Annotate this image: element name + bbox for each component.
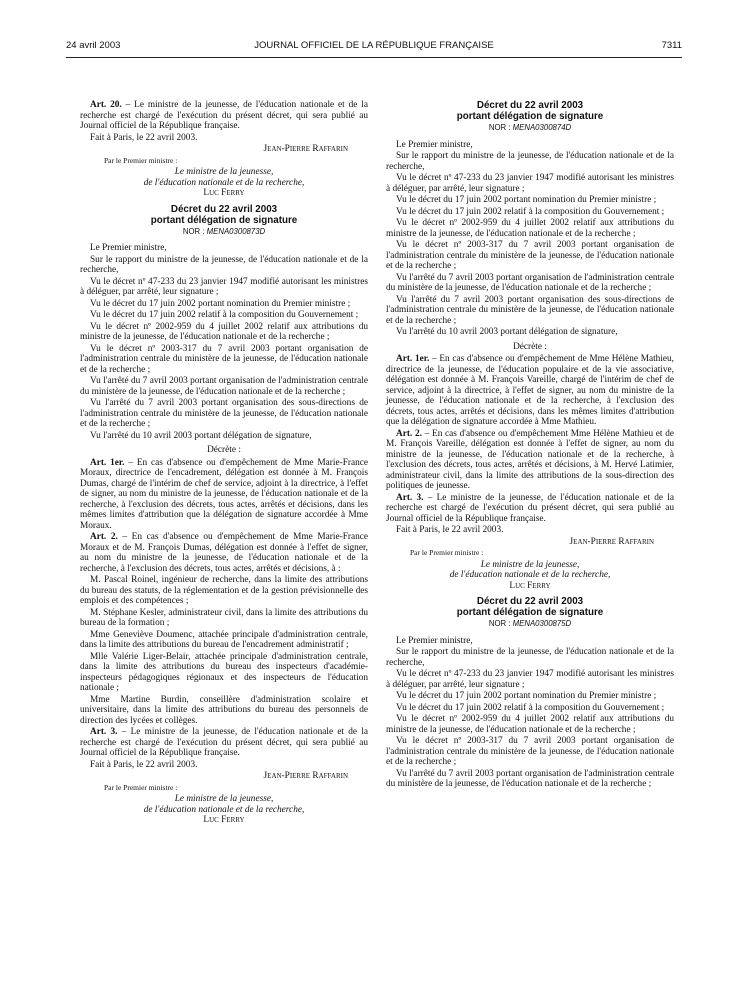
intro-paragraph: Vu le décret nº 2003-317 du 7 avril 2003 portant organisation de l'administration centrale du ministère de la jeunesse, de l'éducation nationale et de la recherche ; — [386, 240, 674, 271]
done-at: Fait à Paris, le 22 avril 2003. — [90, 759, 198, 770]
decree-title: Décret du 22 avril 2003 — [170, 203, 278, 215]
by-pm-label: Par le Premier ministre : — [104, 782, 178, 792]
minister-name: Luc Ferry — [203, 815, 245, 825]
done-at: Fait à Paris, le 22 avril 2003. — [90, 132, 198, 143]
pm-signature: Jean-Pierre Raffarin — [569, 536, 654, 547]
delegate-item: M. Pascal Roinel, ingénieur de recherche, dans la limite des attributions du bureau des statuts, de la réglementation et de la gestion prévisionnelle des emplois et des compétences ; — [80, 575, 368, 606]
article-label: Art. 2. — [396, 428, 422, 439]
intro-paragraph: Vu l'arrêté du 10 avril 2003 portant délégation de signature, — [396, 327, 618, 337]
nor-code: MENA0300874D — [512, 123, 572, 132]
nor-label: NOR : — [182, 226, 207, 236]
article-3 — [80, 727, 368, 759]
nor-label: NOR : — [488, 123, 513, 132]
page-number: 7311 — [661, 40, 682, 51]
intro-paragraph: Vu le décret nº 47-233 du 23 janvier 1947 modifié autorisant les ministres à déléguer, par arrêté, leur signature ; — [386, 669, 674, 690]
article-label: Art. 3. — [90, 727, 118, 737]
article-text: – Le ministre de la jeunesse, de l'éducation nationale et de la recherche est chargé de l'exécution du présent décret, qui sera publié au Journal officiel de la République française. — [80, 727, 369, 758]
minister-title: Le ministre de la jeunesse, — [174, 167, 274, 177]
article-label: Art. 1er. — [90, 457, 125, 468]
decree-subtitle: portant délégation de signature — [456, 111, 604, 122]
intro-paragraph: Vu le décret du 17 juin 2002 portant nomination du Premier ministre ; — [396, 195, 657, 205]
intro-paragraph: Vu le décret du 17 juin 2002 relatif à la composition du Gouvernement ; — [396, 206, 665, 217]
decree-subtitle: portant délégation de signature — [456, 607, 604, 618]
intro-paragraph: Vu le décret nº 47-233 du 23 janvier 1947 modifié autorisant les ministres à déléguer, par arrêté, leur signature ; — [80, 276, 368, 297]
article-text: – En cas d'absence ou d'empêchement Mme Hélène Mathieu et de M. François Vareille, délégation est donnée à l'effet de signer, au nom du ministre de la jeunesse, de l'éducation nationale et de la recherche, à l'exclusion des décrets, tous actes, arrêtés et décisions, à M. Hervé Latimier, administrateur civil, dans la limite des attributions de la sous-direction des politiques de jeunesse. — [386, 428, 674, 491]
article-2 — [80, 532, 368, 574]
nor-label: NOR : — [488, 619, 513, 628]
minister-title-2: de l'éducation nationale et de la recherche, — [449, 570, 611, 580]
intro-paragraph: Sur le rapport du ministre de la jeunesse, de l'éducation nationale et de la recherche, — [386, 151, 674, 172]
decree-title: Décret du 22 avril 2003 — [476, 100, 584, 111]
intro-paragraph: Vu le décret nº 2002-959 du 4 juillet 2002 relatif aux attributions du ministre de la jeunesse, de l'éducation nationale et de la recherche ; — [386, 218, 674, 239]
intro-paragraph: Vu l'arrêté du 7 avril 2003 portant organisation de l'administration centrale du ministère de la jeunesse, de l'éducation nationale et de la recherche ; — [386, 272, 674, 293]
article-label: Art. 20. — [90, 100, 122, 110]
minister-name: Luc Ferry — [509, 580, 551, 591]
pm-signature: Jean-Pierre Raffarin — [263, 771, 348, 781]
minister-title-2: de l'éducation nationale et de la recherche, — [143, 804, 305, 815]
article-20 — [80, 100, 368, 132]
left-column — [80, 100, 368, 829]
delegate-item: Mme Geneviève Doumenc, attachée principale d'administration centrale, dans la limite des attributions du bureau de l'encadrement administratif ; — [80, 629, 368, 650]
header-rule — [66, 57, 682, 58]
journal-title: JOURNAL OFFICIEL DE LA RÉPUBLIQUE FRANÇAISE — [254, 40, 494, 51]
article-2 — [386, 429, 674, 492]
intro-paragraph: Vu le décret nº 2002-959 du 4 juillet 2002 relatif aux attributions du ministre de la jeunesse, de l'éducation nationale et de la recherche ; — [386, 714, 674, 735]
delegate-item: Mme Martine Burdin, conseillère d'administration scolaire et universitaire, dans la limite des attributions du bureau des personnels de direction des lycées et collèges. — [80, 694, 368, 726]
delegate-item: Mlle Valérie Liger-Belair, attachée principale d'administration centrale, dans la limite des attributions du bureau des inspecteurs d'académie-inspecteurs pédagogiques régionaux et des inspecteurs de l'éducation nationale ; — [80, 651, 368, 693]
article-text: – Le ministre de la jeunesse, de l'éducation nationale et de la recherche est chargé de l'exécution du présent décret, qui sera publié au Journal officiel de la République française. — [386, 492, 675, 524]
article-label: Art. 1er. — [396, 354, 430, 364]
intro-paragraph: Le Premier ministre, — [396, 635, 473, 646]
intro-paragraph: Vu le décret du 17 juin 2002 portant nomination du Premier ministre ; — [396, 691, 657, 701]
right-column — [386, 100, 674, 791]
decrees-heading: Décrète : — [207, 445, 241, 455]
intro-paragraph: Vu le décret du 17 juin 2002 portant nomination du Premier ministre ; — [90, 298, 351, 309]
minister-title: Le ministre de la jeunesse, — [480, 559, 580, 570]
intro-paragraph: Vu l'arrêté du 7 avril 2003 portant organisation des sous-directions de l'administration centrale du ministère de la jeunesse, de l'éducation nationale et de la recherche ; — [386, 294, 674, 326]
intro-paragraph: Vu l'arrêté du 10 avril 2003 portant délégation de signature, — [90, 430, 312, 441]
nor-code: MENA0300875D — [512, 619, 572, 628]
intro-paragraph: Vu le décret du 17 juin 2002 relatif à la composition du Gouvernement ; — [396, 702, 665, 713]
done-at: Fait à Paris, le 22 avril 2003. — [396, 525, 504, 535]
article-1 — [386, 354, 674, 428]
nor-reference — [80, 227, 368, 238]
intro-paragraph: Sur le rapport du ministre de la jeunesse, de l'éducation nationale et de la recherche, — [386, 647, 674, 668]
nor-reference — [386, 123, 674, 134]
intro-paragraph: Vu le décret du 17 juin 2002 relatif à la composition du Gouvernement ; — [90, 310, 359, 320]
intro-paragraph: Vu le décret nº 47-233 du 23 janvier 1947 modifié autorisant les ministres à déléguer, par arrêté, leur signature ; — [386, 173, 674, 194]
intro-paragraph: Vu le décret nº 2003-317 du 7 avril 2003 portant organisation de l'administration centrale du ministère de la jeunesse, de l'éducation nationale et de la recherche ; — [80, 343, 368, 375]
article-text: – En cas d'absence ou d'empêchement de Mme Hélène Mathieu, directrice de la jeunesse, de l'éducation populaire et de la vie associative, délégation est donnée à M. François Vareille, chargé de l'intérim de chef de service, adjoint à la directrice, à l'effet de signer, au nom du ministre de la jeunesse, de l'éducation nationale et de la recherche, à l'exclusion des décrets, tous actes, arrêtés et décisions, dans les mêmes limites d'attribution que la délégation de signature accordée à Mme Mathieu. — [386, 354, 674, 427]
article-text: – Le ministre de la jeunesse, de l'éducation nationale et de la recherche est chargé de l'exécution du présent décret, qui sera publié au Journal officiel de la République française. — [80, 100, 368, 131]
by-pm-label: Par le Premier ministre : — [104, 155, 178, 165]
minister-title: Le ministre de la jeunesse, — [174, 794, 274, 804]
nor-code: MENA0300873D — [206, 226, 266, 236]
intro-paragraph: Vu l'arrêté du 7 avril 2003 portant organisation de l'administration centrale du ministère de la jeunesse, de l'éducation nationale et de la recherche ; — [80, 376, 368, 397]
article-label: Art. 3. — [396, 492, 424, 503]
decree-subtitle: portant délégation de signature — [150, 214, 298, 226]
article-text: – En cas d'absence ou d'empêchement de Mme Marie-France Moraux, directrice de l'encadrement, délégation est donnée à M. François Dumas, chargé de l'intérim de chef de service, adjoint à la directrice, à l'effet de signer, au nom du ministre de la jeunesse, de l'éducation nationale et de la recherche, à l'exclusion des décrets, tous actes, arrêtés et décisions, dans les mêmes limites d'attribution que la délégation de signature accordée à Mme Moraux. — [80, 457, 368, 531]
intro-paragraph: Vu le décret nº 2003-317 du 7 avril 2003 portant organisation de l'administration centrale du ministère de la jeunesse, de l'éducation nationale et de la recherche ; — [386, 736, 674, 767]
article-1 — [80, 458, 368, 532]
page-header — [66, 40, 682, 54]
by-pm-label: Par le Premier ministre : — [410, 548, 484, 557]
minister-name: Luc Ferry — [203, 188, 245, 198]
intro-paragraph: Le Premier ministre, — [396, 139, 473, 150]
decree-title: Décret du 22 avril 2003 — [476, 596, 584, 607]
article-3 — [386, 493, 674, 525]
intro-paragraph: Le Premier ministre, — [90, 243, 167, 253]
delegate-item: M. Stéphane Kesler, administrateur civil, dans la limite des attributions du bureau de la formation ; — [80, 607, 368, 628]
intro-paragraph: Vu le décret nº 2002-959 du 4 juillet 2002 relatif aux attributions du ministre de la jeunesse, de l'éducation nationale et de la recherche ; — [80, 321, 368, 342]
intro-paragraph: Vu l'arrêté du 7 avril 2003 portant organisation des sous-directions de l'administration centrale du ministère de la jeunesse, de l'éducation nationale et de la recherche ; — [80, 398, 368, 429]
decrees-heading: Décrète : — [513, 341, 547, 352]
intro-paragraph: Sur le rapport du ministre de la jeunesse, de l'éducation nationale et de la recherche, — [80, 254, 368, 275]
decree-intro — [386, 636, 674, 790]
article-text: – En cas d'absence ou d'empêchement de Mme Marie-France Moraux et de M. François Dumas, délégation est donnée à l'effet de signer, au nom du ministre de la jeunesse, de l'éducation nationale et de la recherche, à l'exclusion des décrets, tous actes, arrêtés et décisions, à : — [80, 532, 368, 574]
header-date: 24 avril 2003 — [66, 40, 121, 51]
pm-signature: Jean-Pierre Raffarin — [263, 144, 348, 154]
nor-reference — [386, 619, 674, 630]
decree-intro — [386, 140, 674, 338]
decree-intro — [80, 243, 368, 441]
intro-paragraph: Vu l'arrêté du 7 avril 2003 portant organisation de l'administration centrale du ministère de la jeunesse, de l'éducation nationale et de la recherche ; — [386, 768, 674, 789]
minister-title-2: de l'éducation nationale et de la recherche, — [143, 177, 305, 188]
article-label: Art. 2. — [90, 532, 118, 542]
